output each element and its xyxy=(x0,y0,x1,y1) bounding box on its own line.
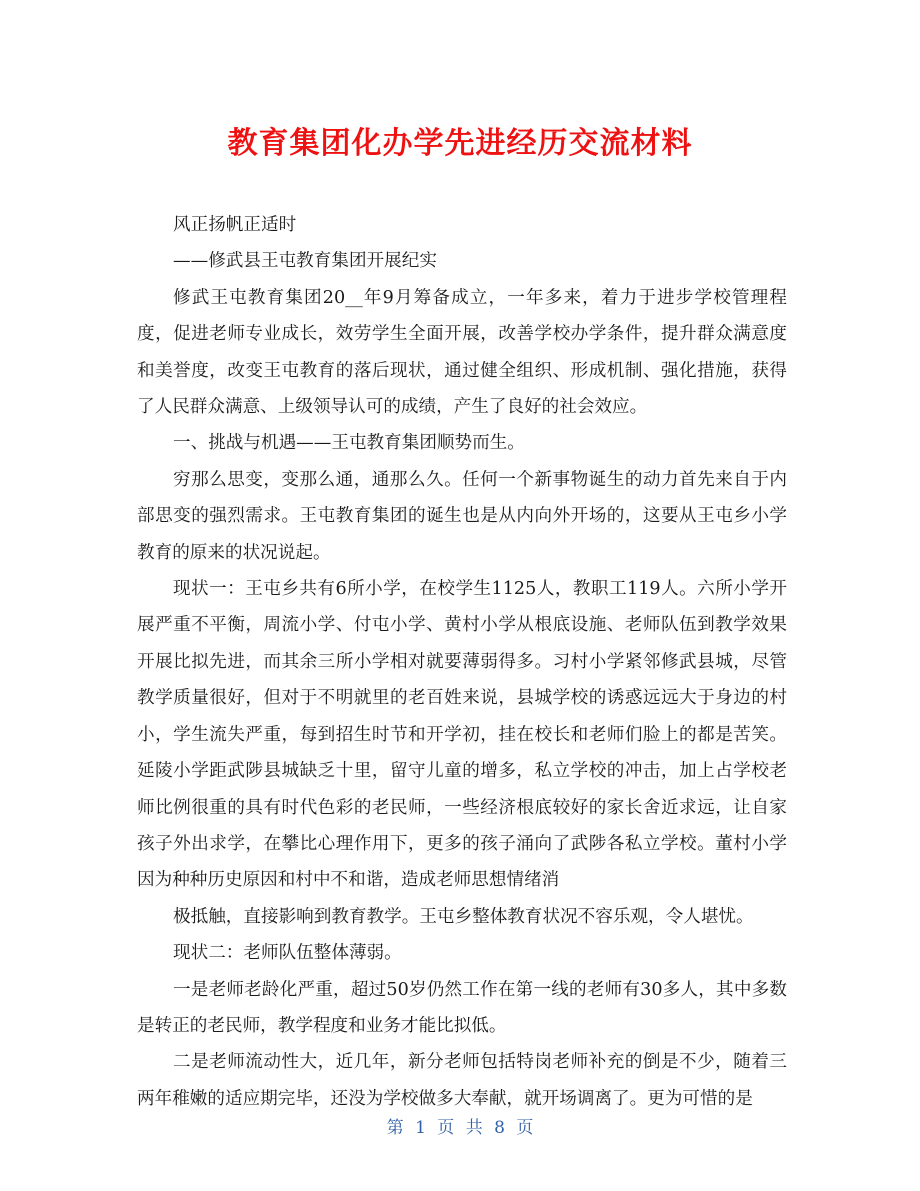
paragraph: 现状二：老师队伍整体薄弱。 xyxy=(173,943,402,964)
paragraph: ——修武县王屯教育集团开展纪实 xyxy=(173,251,437,272)
paragraph: 现状一：王屯乡共有6所小学，在校学生1125人，教职工119人。六所小学开展严重不平衡，周流小学、付屯小学、黄村小学从根底设施、老师队伍到教学效果开展比拟先进，而其余三所小学相对就要薄弱得多。习村小学紧邻修武县城，尽管教学质量很好，但对于不明就里的老百姓来说，县城学校的诱惑远远大于身边的村小，学生流失严重，每到招生时节和开学初，挂在校长和老师们脸上的都是苦笑。延陵小学距武陟县城缺乏十里，留守儿童的增多，私立学校的冲击，加上占学校老师比例很重的具有时代色彩的老民师，一些经济根底较好的家长舍近求远，让自家孩子外出求学，在攀比心理作用下，更多的孩子涌向了武陟各私立学校。董村小学因为种种历史原因和村中不和谐，造成老师思想情绪消 xyxy=(137,579,787,891)
document-body xyxy=(137,207,787,1117)
paragraph: 风正扬帆正适时 xyxy=(173,215,297,235)
paragraph: 一、挑战与机遇——王屯教育集团顺势而生。 xyxy=(173,433,525,454)
paragraph: 极抵触，直接影响到教育教学。王屯乡整体教育状况不容乐观，令人堪忧。 xyxy=(173,906,754,927)
paragraph: 穷那么思变，变那么通，通那么久。任何一个新事物诞生的动力首先来自于内部思变的强烈需求。王屯教育集团的诞生也是从内向外开场的，这要从王屯乡小学教育的原来的状况说起。 xyxy=(137,469,787,563)
paragraph: 修武王屯教育集团20__年9月筹备成立，一年多来，着力于进步学校管理程度，促进老师专业成长，效劳学生全面开展，改善学校办学条件，提升群众满意度和美誉度，改变王屯教育的落后现状，通过健全组织、形成机制、强化措施，获得了人民群众满意、上级领导认可的成绩，产生了良好的社会效应。 xyxy=(137,287,787,418)
paragraph: 一是老师老龄化严重，超过50岁仍然工作在第一线的老师有30多人，其中多数是转正的老民师，教学程度和业务才能比拟低。 xyxy=(137,979,787,1036)
document-title: 教育集团化办学先进经历交流材料 xyxy=(227,126,693,161)
page-number-footer: 第 1 页 共 8 页 xyxy=(386,1118,534,1138)
paragraph: 二是老师流动性大，近几年，新分老师包括特岗老师补充的倒是不少，随着三两年稚嫩的适应期完毕，还没为学校做多大奉献，就开场调离了。更为可惜的是 xyxy=(137,1052,787,1109)
